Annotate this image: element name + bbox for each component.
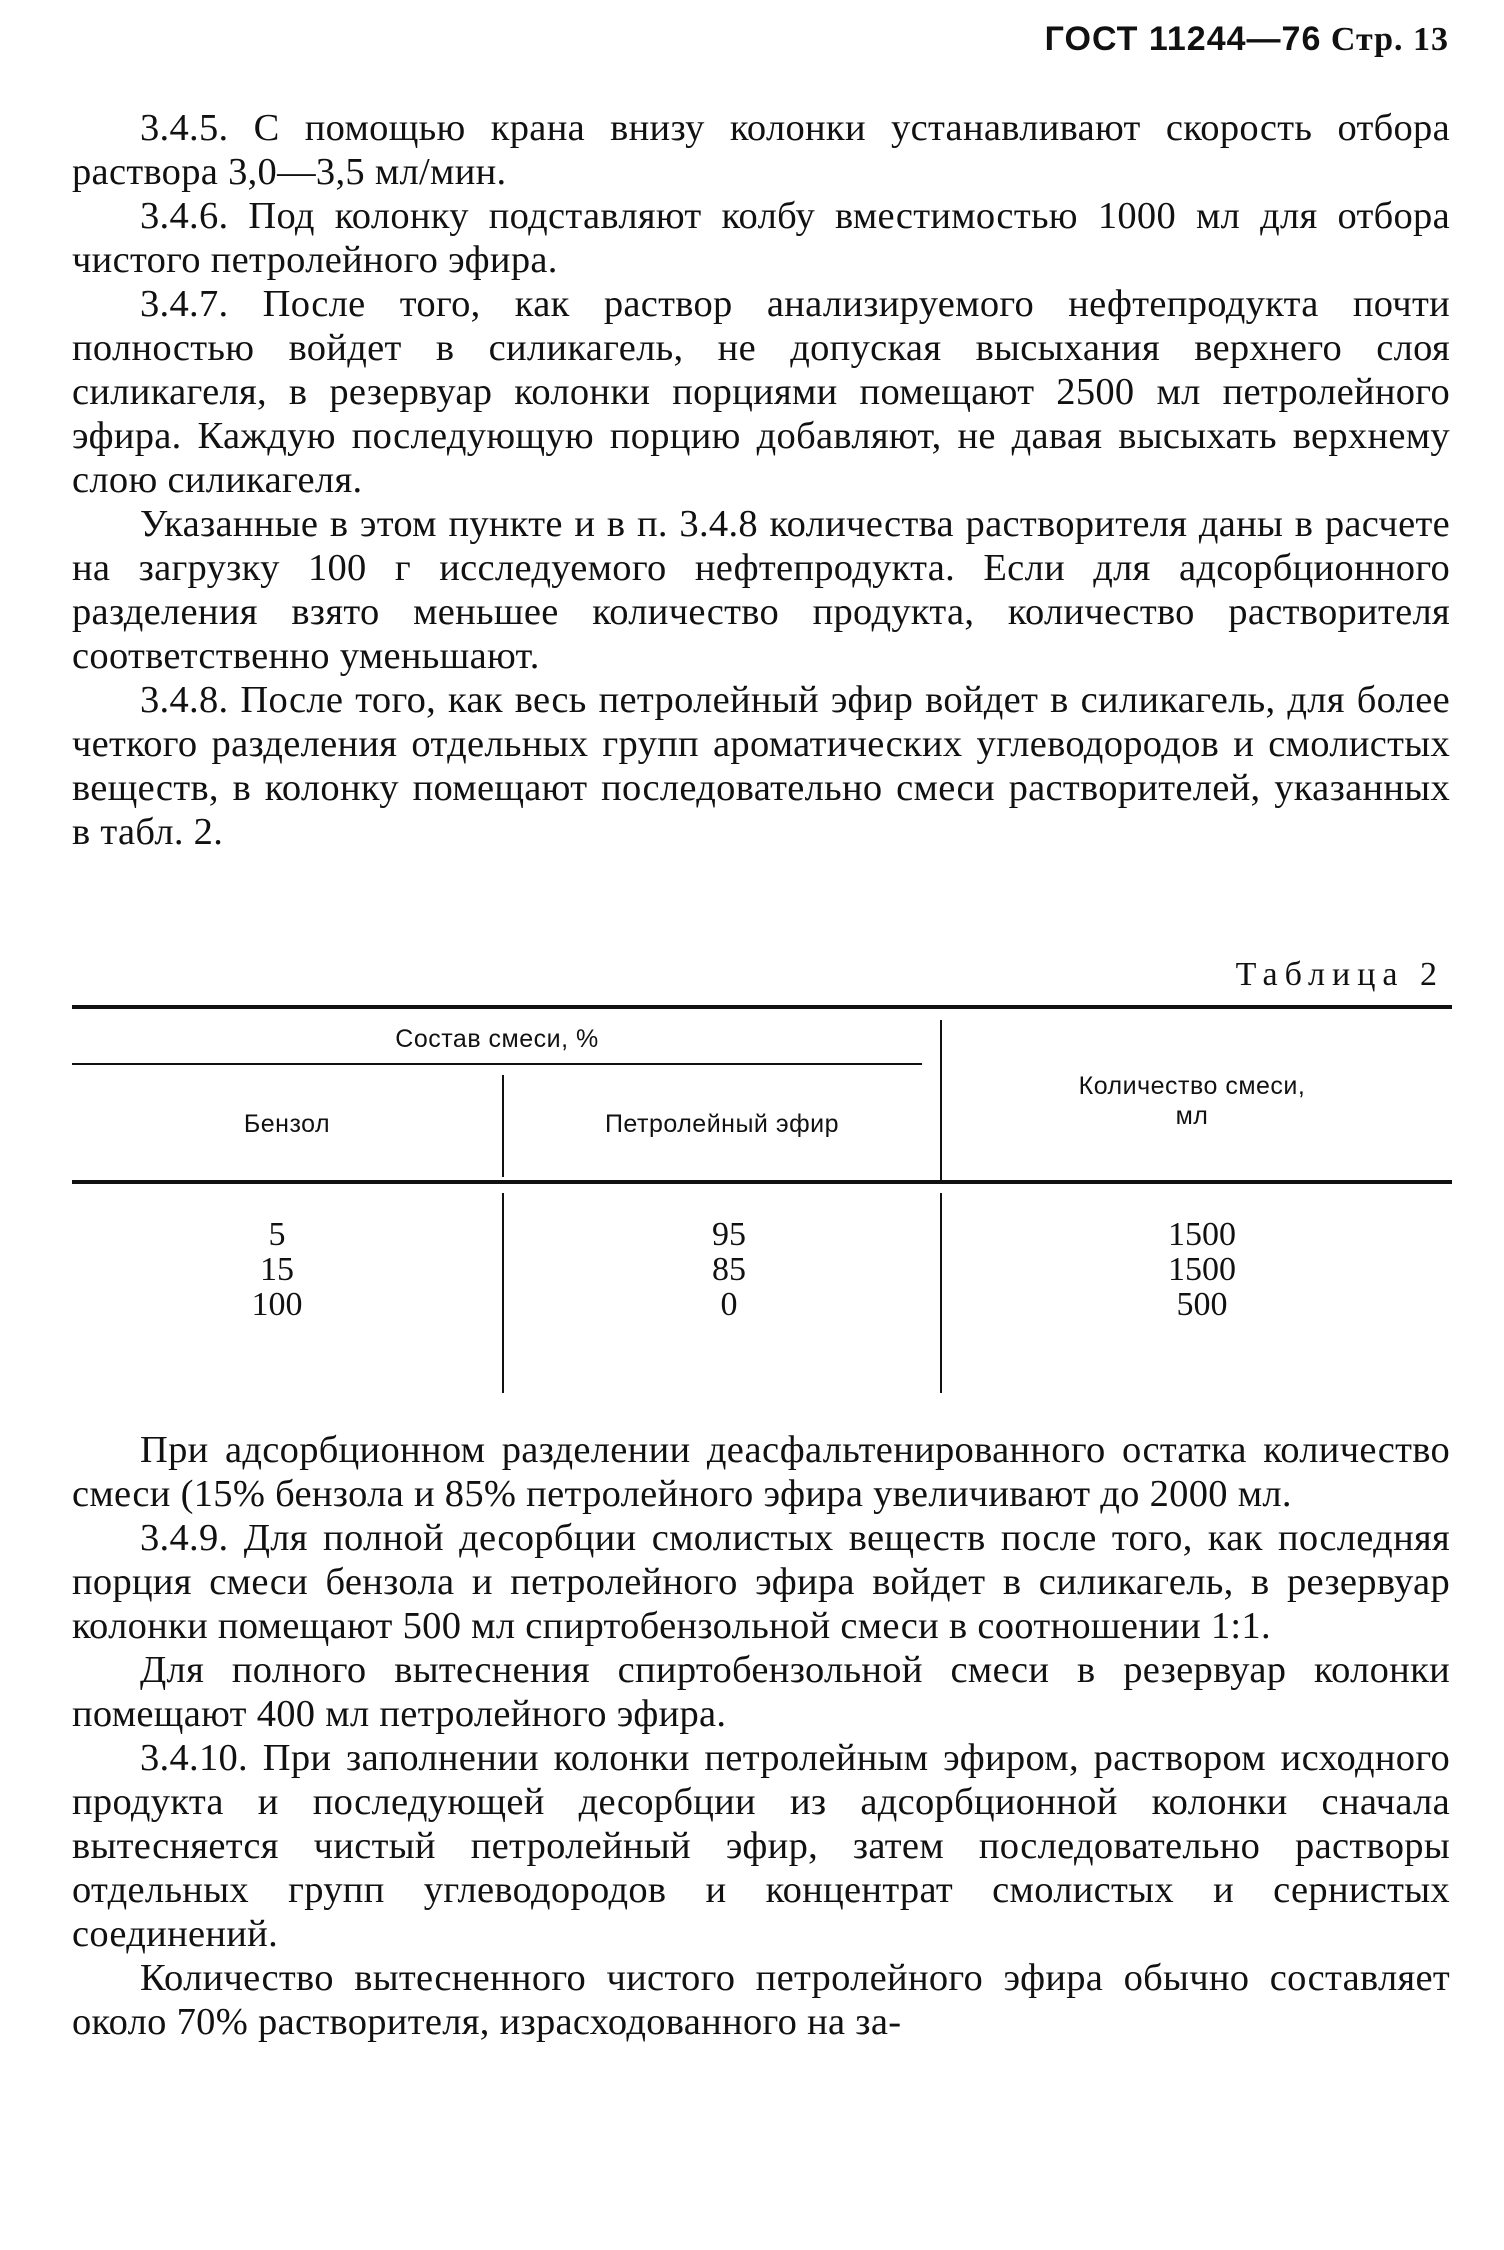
page-number: Стр. 13 — [1330, 21, 1449, 58]
ether-value: 85 — [712, 1251, 746, 1288]
header-group-label: Состав смеси, % — [395, 1025, 599, 1053]
paragraph-3-4-9: 3.4.9. Для полной десорбции смолистых веществ после того, как последняя порция смеси бензола и петролейного эфира войдет в силикагель, в резервуар колонки помещают 500 мл спиртобензольной смеси в соотношении 1:1. — [72, 1517, 1450, 1647]
paragraph-3-4-6: 3.4.6. Под колонку подставляют колбу вместимостью 1000 мл для отбора чистого петролейного эфира. — [72, 195, 1450, 281]
paragraph-3-4-7: 3.4.7. После того, как раствор анализируемого нефтепродукта почти полностью войдет в силикагель, не допуская высыхания верхнего слоя силикагеля, в резервуар колонки порциями помещают 2500 мл петролейного эфира. Каждую последующую порцию добавляют, не давая высыхать верхнему слою силикагеля. — [72, 283, 1450, 501]
group-rule — [72, 1063, 922, 1065]
benzene-value: 15 — [260, 1251, 294, 1288]
paragraph-deasphalted: При адсорбционном разделении деасфальтенированного остатка количество смеси (15% бензола и 85% петролейного эфира увеличивают до 2000 мл. — [72, 1429, 1450, 1515]
paragraph-3-4-10: 3.4.10. При заполнении колонки петролейным эфиром, раствором исходного продукта и последующей десорбции из адсорбционной колонки сначала вытесняется чистый петролейный эфир, затем последовательно растворы отдельных групп углеводородов и концентрат смолистых и сернистых соединений. — [72, 1737, 1450, 1955]
ether-value: 95 — [712, 1216, 746, 1253]
body-divider-1 — [502, 1193, 504, 1393]
paragraph-3-4-5: 3.4.5. С помощью крана внизу колонки устанавливают скорость отбора раствора 3,0—3,5 мл/мин. — [72, 107, 1450, 193]
benzene-value: 5 — [268, 1216, 286, 1253]
header-benzene: Бензол — [243, 1110, 331, 1138]
amount-value: 1500 — [1168, 1216, 1236, 1253]
header-amount: Количество смеси, мл — [1078, 1072, 1306, 1130]
benzene-value: 100 — [251, 1286, 303, 1323]
text-block-bottom — [72, 1428, 1450, 2044]
header-ether: Петролейный эфир — [604, 1110, 840, 1138]
paragraph-displacement: Для полного вытеснения спиртобензольной смеси в резервуар колонки помещают 400 мл петролейного эфира. — [72, 1649, 1450, 1735]
amount-value: 500 — [1176, 1286, 1228, 1323]
text-block-top — [72, 106, 1450, 854]
table-top-rule — [72, 1005, 1452, 1009]
body-divider-2 — [940, 1193, 942, 1393]
mixture-table — [72, 1005, 1452, 1395]
paragraph-ether-amount: Количество вытесненного чистого петролейного эфира обычно составляет около 70% растворителя, израсходованного на за- — [72, 1957, 1450, 2043]
paragraph-note: Указанные в этом пункте и в п. 3.4.8 количества растворителя даны в расчете на загрузку 100 г исследуемого нефтепродукта. Если для адсорбционного разделения взято меньшее количество продукта, количество растворителя соответственно уменьшают. — [72, 503, 1450, 677]
header-divider-2 — [940, 1020, 942, 1180]
table-caption: Таблица 2 — [1235, 956, 1444, 993]
header-bottom-rule — [72, 1180, 1452, 1184]
doc-number: ГОСТ 11244—76 — [1044, 20, 1322, 58]
page-header — [1045, 20, 1449, 59]
amount-value: 1500 — [1168, 1251, 1236, 1288]
ether-value: 0 — [720, 1286, 738, 1323]
paragraph-3-4-8: 3.4.8. После того, как весь петролейный эфир войдет в силикагель, для более четкого разделения отдельных групп ароматических углеводородов и смолистых веществ, в колонку помещают последовательно смеси растворителей, указанных в табл. 2. — [72, 679, 1450, 853]
